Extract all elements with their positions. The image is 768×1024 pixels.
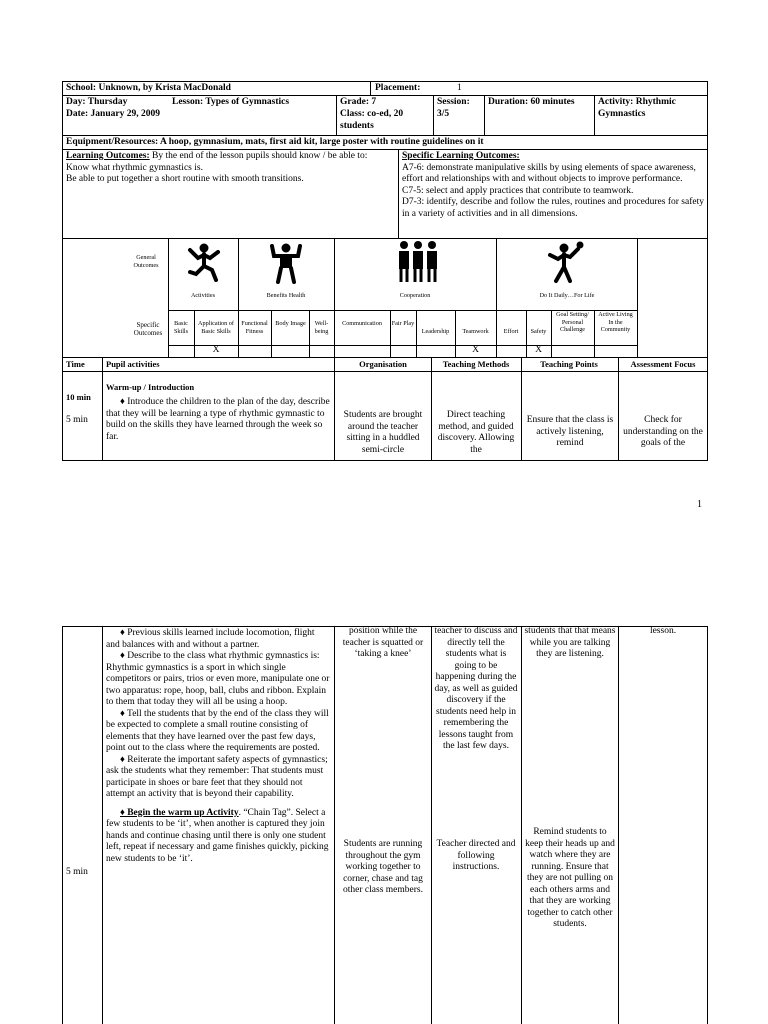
specific-basic-skills: Basic Skills — [173, 320, 189, 335]
specific-application-basic-skills: Application of Basic Skills — [198, 320, 234, 335]
teaching-points-text: Ensure that the class is actively listening, remind — [526, 415, 614, 448]
mark-safety: X — [535, 345, 542, 355]
placement-value: 1 — [457, 83, 462, 93]
learning-outcome-2: Be able to put together a short routine with smooth transitions. — [66, 174, 304, 184]
specific-teamwork: Teamwork — [462, 328, 489, 335]
specific-goal-setting: Goal Setting/ Personal Challenge — [556, 311, 589, 333]
group-name-cooperation: Cooperation — [399, 292, 431, 299]
specific-outcome-c7-5: C7-5: select and apply practices that contribute to teamwork. — [402, 185, 634, 196]
throwing-figure-icon — [546, 241, 588, 285]
organisation-text: Students are brought around the teacher sitting in a huddled semi-circle — [343, 410, 423, 455]
header-teaching-methods: Teaching Methods — [442, 359, 510, 369]
flexing-figure-icon — [266, 242, 306, 284]
header-organisation: Organisation — [359, 359, 407, 369]
teaching-methods-text: Direct teaching method, and guided discovery. Allowing the — [437, 410, 515, 455]
specific-functional-fitness: Functional Fitness — [241, 320, 268, 335]
group-name-benefits-health: Benefits Health — [266, 292, 306, 299]
time-5min: 5 min — [66, 867, 88, 877]
header-teaching-points: Teaching Points — [540, 359, 598, 369]
day-field: Day: Thursday — [66, 97, 128, 107]
group-name-activities: Activities — [190, 292, 216, 299]
class-field: Class: co-ed, 20 students — [340, 109, 404, 131]
organisation-continued: position while the teacher is squatted or ‘taking a knee’ — [342, 626, 424, 659]
specific-outcomes-label: Specific Learning Outcomes: — [402, 151, 520, 161]
duration-field: Duration: 60 minutes — [488, 97, 575, 107]
pupil-activity-previous-skills: ♦ Previous skills learned include locomotion, flight and balances with and without a partner. — [106, 628, 315, 650]
activity-field: Activity: Rhythmic Gymnastics — [598, 97, 676, 119]
specific-active-living: Active Living In the Community — [598, 311, 633, 333]
grade-field: Grade: 7 — [340, 97, 377, 107]
organisation-warm-up: Students are running throughout the gym working together to corner, chase and tag other class members. — [343, 839, 423, 895]
time-part: 5 min — [66, 415, 88, 425]
warm-up-activity-text: . “Chain Tag”. Select a few students to be ‘it’, when another is captured they join hands and continue chasing until there is only one student left, repeat if necessary and game finishes quickly, picking new students to be ‘it’. — [106, 807, 329, 864]
specific-body-image: Body Image — [275, 320, 306, 327]
group-name-do-it-daily: Do It Daily…For Life — [539, 292, 595, 299]
mark-teamwork: X — [472, 345, 479, 355]
learning-outcomes-label: Learning Outcomes: — [66, 151, 150, 161]
page-number: 1 — [697, 499, 702, 510]
specific-outcome-a7-6: A7-6: demonstrate manipulative skills by using elements of space awareness, effort and relationships with and without objects to improve performance. — [402, 162, 696, 184]
school-field: School: Unknown, by Krista MacDonald — [66, 83, 231, 93]
pupil-activity-routine: ♦ Tell the students that by the end of the class they will be expected to complete a small routine consisting of elements that they have learned over the past few days, point out to the class where the requirements are posted. — [106, 708, 329, 753]
specific-communication: Communication — [342, 320, 382, 327]
learning-outcome-1: Know what rhythmic gymnastics is. — [66, 162, 203, 173]
specific-leadership: Leadership — [421, 328, 450, 335]
pupil-activity-warm-up — [106, 808, 330, 866]
teaching-methods-warm-up: Teacher directed and following instructions. — [436, 839, 516, 872]
specific-outcomes-label: Specific Outcomes — [133, 321, 163, 337]
assessment-continued: lesson. — [649, 626, 677, 636]
warm-up-activity-label: ♦ Begin the warm up Activity — [120, 807, 239, 818]
jumping-figure-icon — [184, 242, 224, 282]
header-assessment-focus: Assessment Focus — [630, 359, 696, 369]
placement-label: Placement: — [375, 83, 421, 93]
warm-up-heading: Warm-up / Introduction — [106, 382, 195, 392]
teaching-points-continued: students that that means while you are talking they are listening. — [524, 626, 616, 659]
pupil-activity-describe: ♦ Describe to the class what rhythmic gymnastics is: Rhythmic gymnastics is a sport in which single competitors or pairs, trios or even more, manipulate one or two apparatus: rope, hoop, ball, clubs and ribbon. Explain to them that today they will all be using a hoop. — [106, 651, 330, 707]
specific-effort: Effort — [503, 328, 519, 335]
equipment-field: Equipment/Resources: A hoop, gymnasium, mats, first aid kit, large poster with routine guidelines on it — [66, 137, 484, 147]
pupil-activity-safety: ♦ Reiterate the important safety aspects of gymnastics; ask the students what they remember: That students must participate in shoes or bare feet that they should not attempt an activity that is beyond their capability. — [106, 754, 328, 799]
time-total: 10 min — [66, 392, 91, 402]
assessment-text: Check for understanding on the goals of the — [623, 415, 703, 448]
learning-outcomes — [66, 151, 396, 186]
mark-application-basic-skills: X — [212, 345, 220, 355]
learning-outcomes-intro: By the end of the lesson pupils should know / be able to: — [149, 151, 368, 161]
specific-fair-play: Fair Play — [391, 320, 415, 327]
session-field: Session: 3/5 — [437, 97, 470, 119]
header-time: Time — [66, 359, 85, 369]
warm-up-description: ♦ Introduce the children to the plan of the day, describe that they will be learning a type of rhythmic gymnastic to build on the skills they have learned through the week so far. — [106, 397, 330, 442]
teaching-methods-continued: teacher to discuss and directly tell the students what is going to be happening during the day, as well as guided discovery if the students need help in remembering the lessons taught from the last few days. — [434, 626, 518, 751]
pupil-activities-text — [106, 628, 330, 865]
general-outcomes-label: General Outcomes — [133, 254, 159, 269]
specific-outcome-d7-3: D7-3: identify, describe and follow the rules, routines and procedures for safety in a variety of activities and in all dimensions. — [402, 197, 704, 219]
group-figures-icon — [396, 240, 440, 284]
specific-outcomes — [402, 151, 706, 220]
lesson-field: Lesson: Types of Gymnastics — [172, 97, 290, 107]
specific-safety: Safety — [530, 328, 547, 335]
header-pupil-activities: Pupil activities — [106, 359, 160, 369]
specific-well-being: Well-being — [314, 320, 329, 335]
teaching-points-warm-up: Remind students to keep their heads up and watch where they are running. Ensure that they are not pulling on each others arms and that they are working together to catch other students. — [525, 827, 615, 929]
document-page-2 — [0, 605, 768, 1024]
date-field: Date: January 29, 2009 — [66, 109, 160, 119]
